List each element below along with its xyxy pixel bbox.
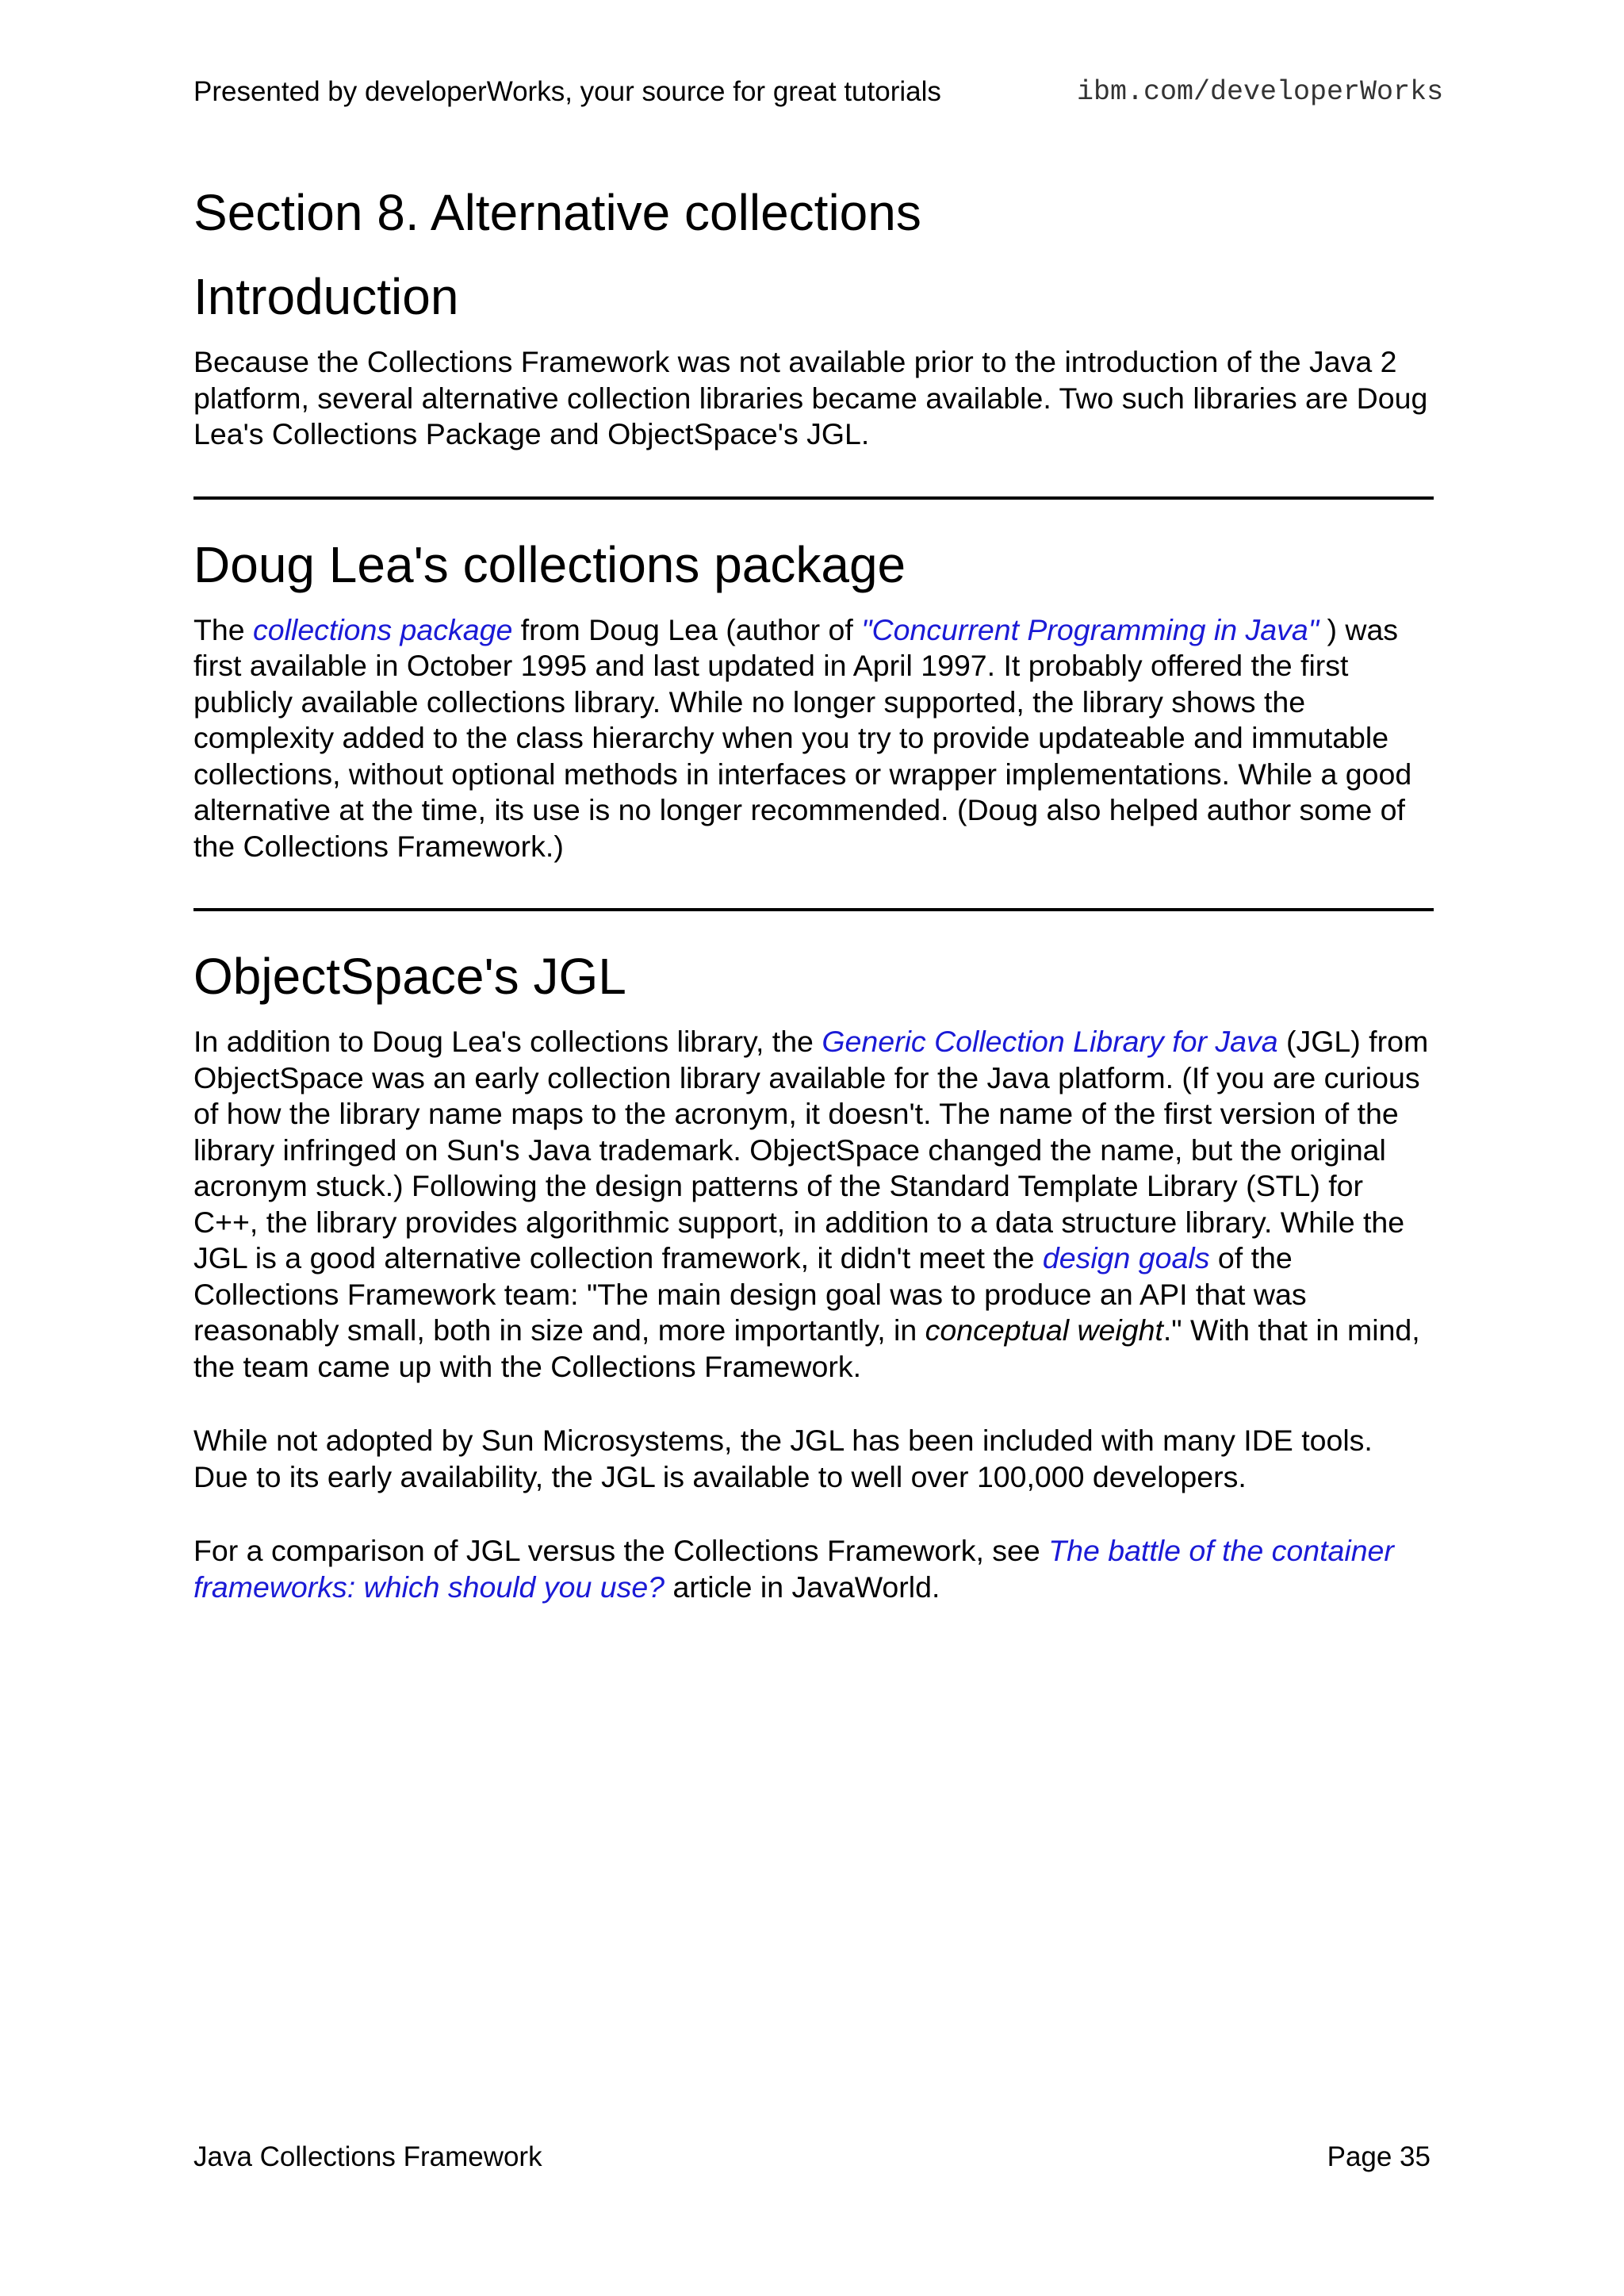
section-divider <box>193 496 1434 500</box>
jgl-paragraph-2: While not adopted by Sun Microsystems, the JGL has been included with many IDE tools. Due to its early availability, the JGL is available to well over 100,000 developers. <box>193 1424 1373 1493</box>
text-run: For a comparison of JGL versus the Collections Framework, see <box>193 1534 1049 1567</box>
introduction-paragraph: Because the Collections Framework was not available prior to the introduction of the Java 2 platform, several alternative collection libraries became available. Two such libraries are Doug Lea's Collections Package and ObjectSpace's JGL. <box>193 345 1428 450</box>
header-tagline: Presented by developerWorks, your source for great tutorials <box>193 76 941 107</box>
text-run: article in JavaWorld. <box>665 1570 940 1604</box>
battle-of-container-frameworks-link[interactable]: The battle of the container frameworks: which should you use? <box>193 1534 1394 1604</box>
text-run: of the Collections Framework team: "The main design goal was to produce an API that was reasonably small, both in size and, more importantly, in <box>193 1241 1307 1347</box>
doug-lea-heading: Doug Lea's collections package <box>193 535 906 593</box>
section-title: Section 8. Alternative collections <box>193 184 921 241</box>
text-run: ) was first available in October 1995 and last updated in April 1997. It probably offered the first publicly available collections library. While no longer supported, the library shows the complexity added to the class hierarchy when you try to provide updateable and immutable collections, without optional methods in interfaces or wrapper implementations. While a good alternative at the time, its use is no longer recommended. (Doug also helped author some of the Collections Framework.) <box>193 612 1412 863</box>
collections-package-link[interactable]: collections package <box>253 612 513 646</box>
text-run: ." With that in mind, the team came up with the Collections Framework. <box>193 1313 1420 1383</box>
section-divider <box>193 908 1434 911</box>
text-run: from Doug Lea (author of <box>512 612 862 646</box>
conceptual-weight-emphasis: conceptual weight <box>925 1313 1163 1347</box>
page-number: Page 35 <box>1327 2141 1431 2172</box>
jgl-heading: ObjectSpace's JGL <box>193 948 626 1005</box>
text-run: (JGL) from ObjectSpace was an early collection library available for the Java platform. (If you are curious of how the library name maps to the acronym, it doesn't. The name of the first version of the library infringed on Sun's Java trademark. ObjectSpace changed the name, but the original acronym stuck.) Following the design patterns of the Standard Template Library (STL) for C++, the library provides algorithmic support, in addition to a data structure library. While the JGL is a good alternative collection framework, it didn't meet the <box>193 1025 1429 1274</box>
introduction-heading: Introduction <box>193 268 459 325</box>
generic-collection-library-link[interactable]: Generic Collection Library for Java <box>822 1025 1278 1058</box>
jgl-paragraph-1 <box>193 1024 1434 1385</box>
header-site-url: ibm.com/developerWorks <box>1077 76 1444 108</box>
design-goals-link[interactable]: design goals <box>1042 1241 1210 1274</box>
text-run: The <box>193 612 254 646</box>
text-run: In addition to Doug Lea's collections library, the <box>193 1025 822 1058</box>
doug-lea-paragraph <box>193 612 1434 865</box>
concurrent-programming-link[interactable]: "Concurrent Programming in Java" <box>861 612 1320 646</box>
page-content <box>193 179 1434 1605</box>
footer-title: Java Collections Framework <box>193 2141 542 2172</box>
jgl-paragraph-3 <box>193 1533 1434 1605</box>
